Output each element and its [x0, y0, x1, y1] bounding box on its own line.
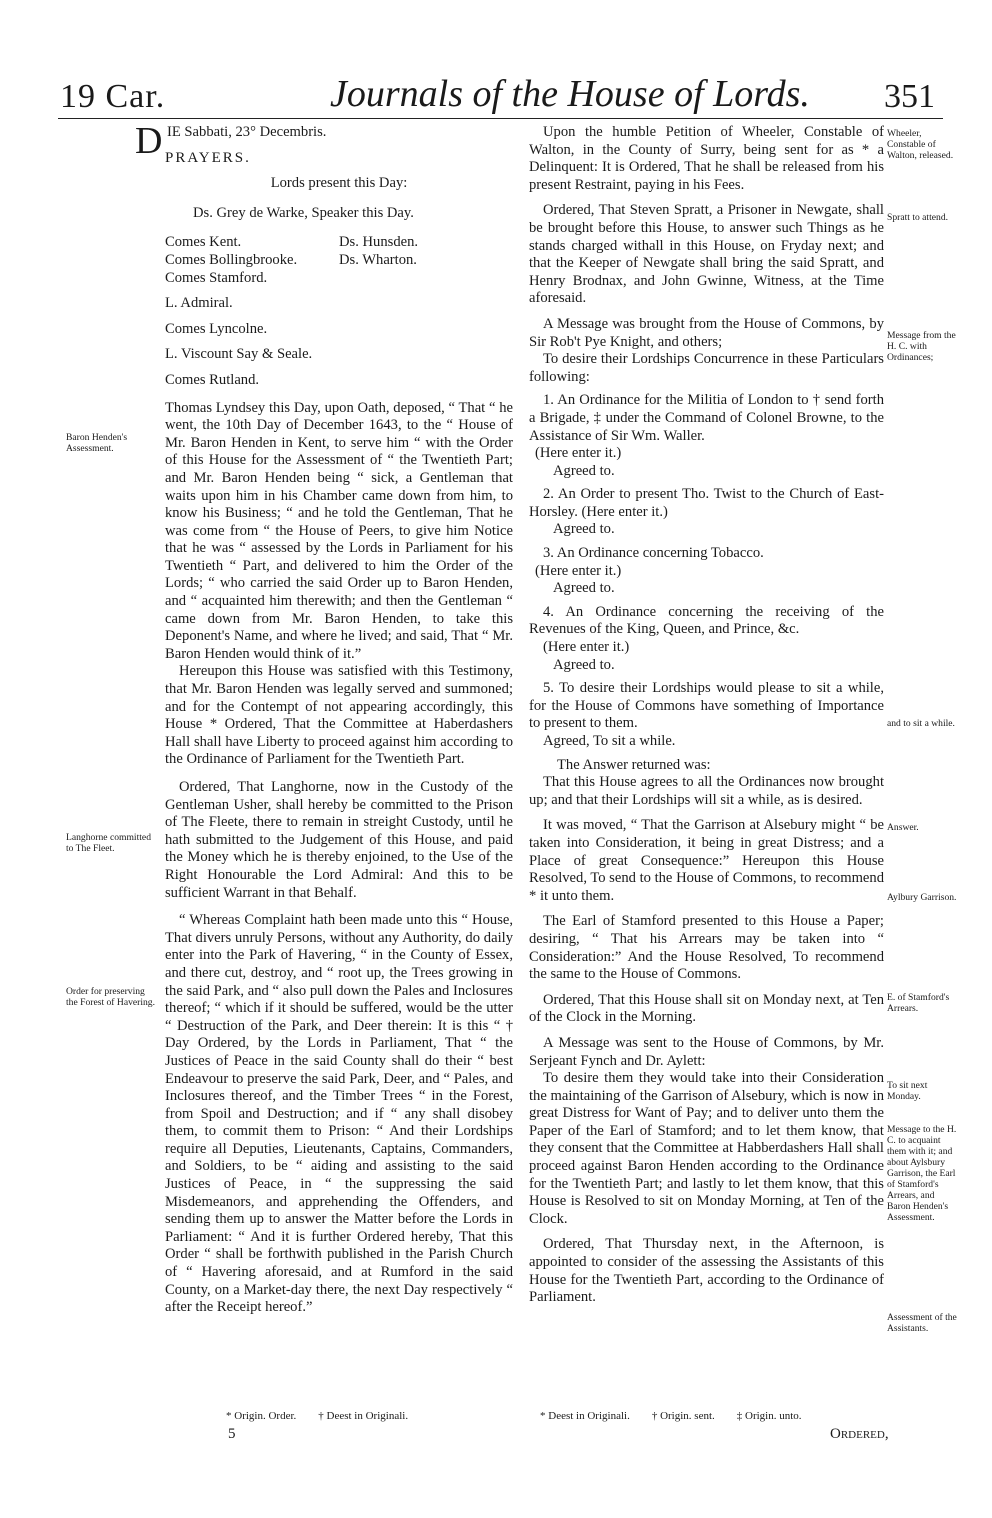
- margin-note: Aylbury Garrison.: [887, 892, 957, 903]
- alsebury-motion: It was moved, “ That the Garrison at Alsebury might “ be taken into Consideration, it being in great Distress; and a Place of great Consequence:” Hereupon this House Resolved, To send to the House of Commons, to recommend * it unto them.: [529, 817, 884, 904]
- lords-list: [165, 234, 513, 287]
- commons-message: A Message was brought from the House of Commons, by Sir Rob't Pye Knight, and others;: [529, 315, 884, 350]
- catchword: Ordered,: [830, 1426, 889, 1442]
- margin-note: Baron Henden's Assessment.: [66, 432, 128, 454]
- lord-name: Comes Rutland.: [165, 371, 260, 388]
- particular-item: 5. To desire their Lordships would please to sit a while, for the House of Commons have something of Importance to present to them.: [529, 680, 884, 732]
- drop-cap: D: [135, 120, 163, 162]
- particular-item: 2. An Order to present Tho. Twist to the Church of East-Horsley. (Here enter it.): [529, 486, 884, 520]
- margin-note: Message to the H. C. to acquaint them with it; and about Aylsbury Garrison, the Earl of Stamford's Arrears, and Baron Henden's Assessment.: [887, 1124, 957, 1223]
- page-header: [0, 68, 992, 115]
- lord-name: Ds. Hunsden.: [339, 234, 419, 251]
- header-rule: [58, 118, 943, 119]
- thursday-order: Ordered, That Thursday next, in the Afternoon, is appointed to consider of the assessing the Assistants of this House for the Twentieth Part, according to the Ordinance of Parliament.: [529, 1236, 884, 1306]
- margin-note: Spratt to attend.: [887, 212, 949, 223]
- answer-heading: The Answer returned was:: [557, 756, 711, 773]
- lord-name: Comes Bollingbrooke.: [165, 251, 298, 268]
- henden-resolution: Hereupon this House was satisfied with this Testimony, that Mr. Baron Henden was legally served and summoned; and for the Contempt of not appearing accordingly, this House * Ordered, That the Committee at Haberdashers Hall shall have Liberty to proceed against him according to the Ordinance of Parliament for the Twentieth Part.: [165, 663, 513, 768]
- margin-note: and to sit a while.: [887, 718, 955, 729]
- signature-mark: 5: [228, 1426, 236, 1442]
- prayers-heading: PRAYERS.: [165, 149, 251, 166]
- margin-note: Answer.: [887, 822, 919, 833]
- here-enter: (Here enter it.): [535, 445, 622, 462]
- stamford-paper: The Earl of Stamford presented to this House a Paper; desiring, “ That his Arrears may be taken into “ Consideration:” And the House Resolved, To recommend the same to the House of Commons.: [529, 913, 884, 983]
- lord-name: Comes Kent.: [165, 234, 242, 251]
- lord-name: Ds. Wharton.: [339, 251, 417, 268]
- concurrence-request: To desire their Lordships Concurrence in these Particulars following:: [529, 351, 884, 385]
- particular-item: 3. An Ordinance concerning Tobacco.: [543, 545, 764, 562]
- particular-item: 4. An Ordinance concerning the receiving of the Revenues of the King, Queen, and Prince, &c.: [529, 603, 884, 638]
- message-to-commons: A Message was sent to the House of Commons, by Mr. Serjeant Fynch and Dr. Aylett:: [529, 1034, 884, 1069]
- left-column: [135, 120, 513, 1317]
- langhorne-order: Ordered, That Langhorne, now in the Custody of the Gentleman Usher, shall hereby be committed to the Prison of The Fleete, there to remain in streight Custody, until he hath submitted to the Judgement of this House, and paid the Money which he is thereby enjoined, to the Use of the Right Honourable the Lord Admiral: And this to be sufficient Warrant in that Behalf.: [165, 779, 513, 901]
- monday-sitting: Ordered, That this House shall sit on Monday next, at Ten of the Clock in the Morning.: [529, 991, 884, 1026]
- lord-name: L. Admiral.: [165, 295, 233, 312]
- margin-note: To sit next Monday.: [887, 1080, 928, 1102]
- spratt-order: Ordered, That Steven Spratt, a Prisoner in Newgate, shall be brought before this House, to answer such Things as he stands charged withall in this House, on Fryday next; and that the Keeper of Newgate shall bring the said Spratt, and Henry Brodnax, and John Gwinne, Witness, at the Time aforesaid.: [529, 202, 884, 307]
- left-footnote: * Origin. Order. † Deest in Originali.: [226, 1410, 409, 1422]
- agreed-sit: Agreed, To sit a while.: [543, 733, 676, 749]
- here-enter: (Here enter it.): [543, 639, 630, 656]
- lord-name: L. Viscount Say & Seale.: [165, 346, 313, 363]
- agreed-label: Agreed to.: [553, 462, 615, 479]
- right-footnote: * Deest in Originali. † Origin. sent. ‡ Origin. unto.: [540, 1410, 802, 1422]
- margin-note: Assessment of the Assistants.: [887, 1312, 957, 1334]
- here-enter: (Here enter it.): [535, 562, 622, 579]
- agreed-label: Agreed to.: [553, 656, 615, 673]
- particular-item: 1. An Ordinance for the Militia of London to † send forth a Brigade, ‡ under the Command of Colonel Browne, to the Assistance of Sir Wm. Waller.: [529, 392, 884, 444]
- agreed-label: Agreed to.: [553, 580, 615, 597]
- lords-present-heading: Lords present this Day:: [270, 175, 408, 192]
- message-body: To desire them they would take into their Consideration the maintaining of the Garrison of Alsebury, which is now in great Distress for Want of Pay; and to deliver unto them the Paper of the Earl of Stamford; and to let them know, that they consent that the Committee at Habberdashers Hall shall proceed against Baron Henden according to the Ordinance for the Twentieth Part; and lastly to let them know, that this House is Resolved to sit on Monday Morning, at Ten of the Clock.: [529, 1070, 884, 1227]
- lyndsey-deposition: Thomas Lyndsey this Day, upon Oath, deposed, “ That “ he went, the 10th Day of December 1643, to the “ House of Mr. Baron Henden in Kent, to serve him “ with the Order of this House for the Assessment of “ the Twentieth Part; and Mr. Baron Henden being “ sick, a Gentleman that waits upon him in his Chamber came down from him, to know his Business; “ and he told the Gentleman, That he was come from “ the House of Peers, to give him Notice that he was “ assessed by the Lords in Parliament for his Twentieth “ Part, and delivered to him the Order of the Lords; “ who carried the said Order up to Baron Henden, and “ acquainted him therewith; and then the Gentleman “ came down from Mr. Baron Henden, to take this Deponent's Name, and where he lived; and said, That “ Mr. Baron Henden would think of it.”: [165, 399, 513, 662]
- right-column: [529, 124, 884, 1307]
- page-number: 351: [884, 78, 935, 115]
- wheeler-petition: Upon the humble Petition of Wheeler, Constable of Walton, in the County of Surry, being sent for as * a Delinquent: It is Ordered, That he shall be released from his present Restraint, paying in his Fees.: [529, 124, 884, 193]
- journal-title: Journals of the House of Lords.: [330, 73, 810, 115]
- lord-name: Comes Lyncolne.: [165, 320, 268, 337]
- havering-order: “ Whereas Complaint hath been made unto this “ House, That divers unruly Persons, without any Authority, do daily enter into the Park of Havering, “ in the County of Essex, and there cut, destroy, and “ root up, the Trees growing in the said Park, and “ also pull down the Pales and Inclosures thereof; “ which if it should be suffered, would be the utter “ Destruction of the Park, and Deer therein: It is this “ † Day Ordered, by the Lords in Parliament, That “ the Justices of Peace in the said County shall do their “ best Endeavour to preserve the said Park, Deer, and “ Pales, and Inclosures thereof, and the Timber Trees “ in the Forest, from Spoil and Destruction; and if “ any shall disobey them, to commit them to Prison: “ And their Lordships require all Deputies, Lieutenants, Captains, Commanders, and Soldiers, to be “ aiding and assisting to the said Justices of Peace, in “ the suppressing the said Misdemeanors, and apprehending the Offenders, and sending them up to answer the Matter before the Lords in Parliament: “ And it is further Ordered hereby, That this Order “ shall be forthwith published in the Parish Church of “ Havering aforesaid, and at Rumford in the said County, on a Market-day there, the next Day respectively “ after the Receipt hereof.”: [165, 912, 513, 1316]
- speaker-line: Ds. Grey de Warke, Speaker this Day.: [193, 204, 414, 221]
- margin-note: E. of Stamford's Arrears.: [887, 992, 950, 1014]
- margin-note: Langhorne committed to The Fleet.: [66, 832, 151, 854]
- margin-note: Message from the H. C. with Ordinances;: [887, 330, 956, 363]
- agreed-label: Agreed to.: [553, 521, 615, 538]
- lord-name: Comes Stamford.: [165, 269, 268, 286]
- regnal-year: 19 Car.: [60, 78, 166, 115]
- answer-text: That this House agrees to all the Ordinances now brought up; and that their Lordships will sit a while, as is desired.: [529, 774, 884, 808]
- date-text: IE Sabbati, 23° Decembris.: [167, 124, 327, 140]
- margin-note: Order for preserving the Forest of Havering.: [66, 986, 155, 1008]
- margin-note: Wheeler, Constable of Walton, released.: [887, 128, 954, 161]
